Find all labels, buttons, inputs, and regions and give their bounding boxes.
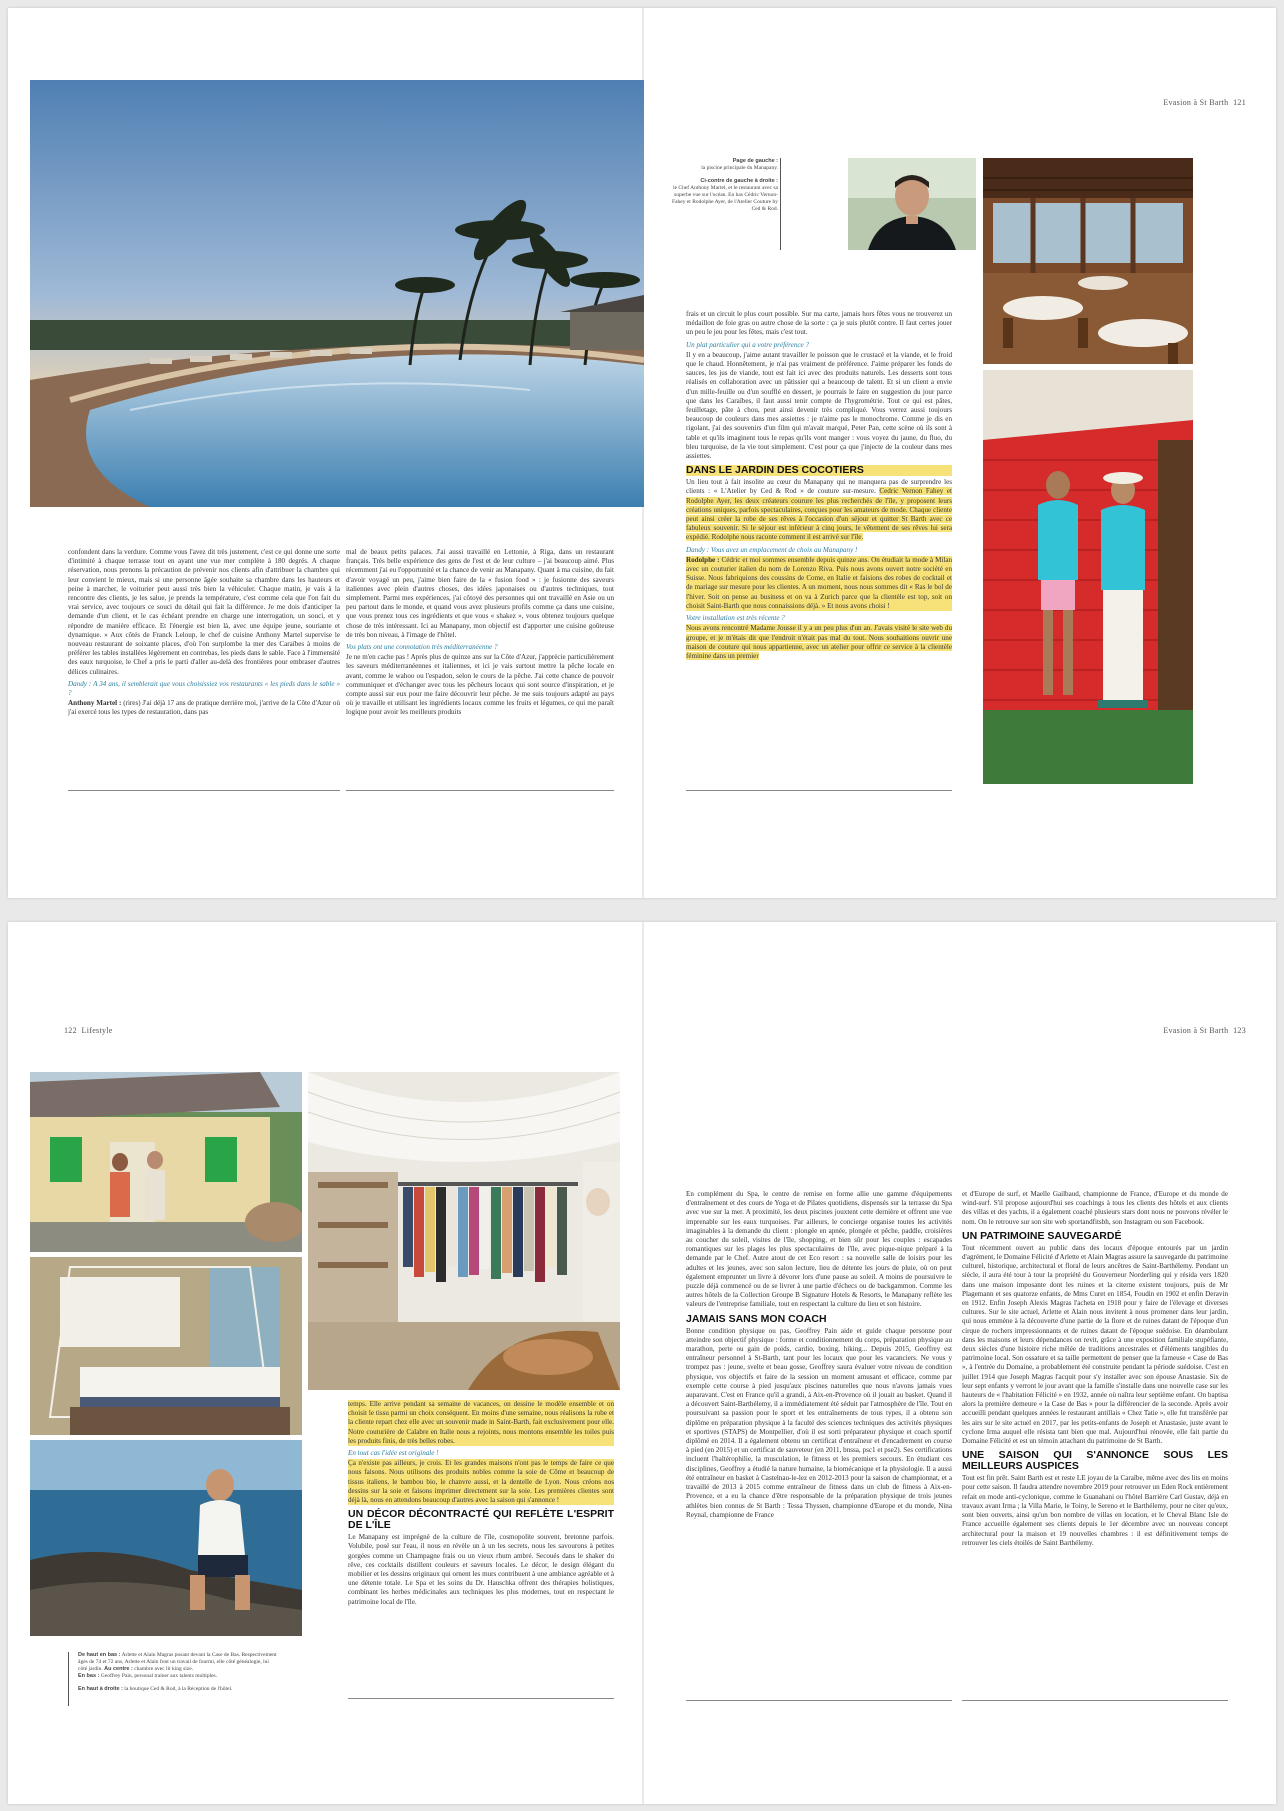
pool-photo [30, 80, 644, 507]
caption-top [668, 158, 778, 213]
paragraph: Je ne m'en cache pas ! Après plus de quinze ans sur la Côte d'Azur, j'apprécie particulièrement les saveurs méditerranéennes et italiennes, et ici je vais surtout mettre la pêche locale en avant, comme le wahoo ou l'espadon, selon le cours de la pêche. J'ai cette chance de pouvoir communiquer et d'échanger avec tous les pêcheurs locaux qui sont source d'inspiration, et je compte aussi sur eux pour me faire découvrir leur pêche. Je me suis toujours adapté au pays où je travaille et utilisant les ingrédients locaux comme les fruits et légumes, ce qui me paraît logique pour avoir les meilleurs produits [346, 653, 614, 717]
section-title: Lifestyle [81, 1026, 113, 1035]
caption-bottom [78, 1652, 278, 1693]
caption-text: Arlette et Alain Magras posant devant la Case de Bas. Respectivement âgés de 74 et 72 ans, Arlette et Alain font un travail de fourmi, elle côté généalogie, lui côté jardin. [78, 1652, 277, 1672]
article-column [686, 310, 952, 786]
boutique-photo [308, 1072, 620, 1390]
paragraph: Tout est fin prêt. Saint Barth est et reste LE joyau de la Caraïbe, même avec des lits en moins pour cette saison. Il faudra attendre novembre 2019 pour retrouver un Eden Rock entièrement refait en mode anti-cyclonique, comme le Guanahani ou l'hôtel Barrière Carl Gustav, déjà en travaux avant Irma ; la Villa Marie, le Toiny, le Sereno et le Barthélemy, pour ne citer qu'eux, sont bien ouverts, ainsi qu'un bon nombre de villas en location, et le Cheval Blanc Isle de France accueille également ses clients depuis le 1er décembre avec un nouveau concept architectural pour la maison et 19 nouvelles chambres : il est définitivement temps de retrouver les ciels étoilés de Saint Barthélemy. [962, 1474, 1228, 1547]
caption-title: Au centre : [104, 1666, 133, 1672]
section-title: Evasion à St Barth [1163, 1026, 1229, 1035]
page-number: 122 [64, 1026, 77, 1035]
section-heading: JAMAIS SANS MON COACH [686, 1312, 827, 1325]
paragraph: En complément du Spa, le centre de remise en forme allie une gamme d'équipements d'entraînement et des cours de Yoga et de Pilates quotidiens, dispensés sur la terrasse du Spa avec vue sur la mer. A proximité, les deux piscines jouxtent cette dernière et offrent une vue imprenable sur les eaux turquoises. Par ailleurs, le concierge organise toutes les activités imaginables à la demande du client : plongée en apnée, plongée et pêche, paddle, croisières au coucher du soleil, visites de l'île, shopping, et bien sûr pour les couples : escapades romantiques sur les plages les plus spectaculaires de l'île, avec pique-nique préparé à la demande par le Chef. Autre atout de cet Eco resort : sa nouvelle salle de loisirs pour les adultes et les jeunes, avec son salon lecture, lieu de détente les jours de pluie, où on peut également emprunter un livre à dévorer lors d'une pause au soleil. A moins de poursuivre le puzzle déjà commencé ou de se livrer à une partie d'échecs ou de backgammon. Comme les autres hôtels de la Collection Groupe B Signature Hotels & Resorts, le Manapany reflète les valeurs de l'entreprise familiale, tout en respectant la culture du lieu et son histoire. [686, 1190, 952, 1309]
column-rule [346, 790, 614, 791]
article-column [686, 1190, 952, 1698]
column-rule [68, 790, 340, 791]
paragraph: Le Manapany est imprégné de la culture de l'île, cosmopolite souvent, bretonne parfois. Volubile, posé sur l'eau, il nous en révèle un à un les secrets, nous les savourons à petites gorgées comme un Champagne frais ou un vieux rhum ambré. Secoués dans le shaker du rêve, ces cocktails distillent couleurs et saveurs locales. Le décor, le design élégant du mobilier et les dessins originaux qui ornent les murs contribuent à une ambiance agréable et à une détente totale. Le Spa et les soins du Dr. Hauschka offrent des thérapies holistiques, combinant les herbes médicinales aux techniques les plus modernes, tout en respectant le patrimoine local de l'île. [348, 1533, 614, 1606]
chef-photo [848, 158, 976, 250]
column-rule [686, 790, 952, 791]
highlighted-paragraph: temps. Elle arrive pendant sa semaine de vacances, on dessine le modèle ensemble et on choisit le tissu parmi un choix conséquent. En moins d'une semaine, nous réalisons la robe et la cliente repart chez elle avec un souvenir made in Saint-Barth, fait exclusivement pour elle. Notre couturière de Calabre en Italie nous a rejoints, nous montons ensemble les toiles puis les produits finis, de très belles robes. [348, 1400, 614, 1445]
folio-123 [1163, 1026, 1246, 1035]
paragraph: et d'Europe de surf, et Maelle Gailbaud, championne de France, d'Europe et du monde de wind-surf. S'il propose aujourd'hui ses coachings à tous les clients des hôtels et aux clients des villas et des yachts, il a également coaché plusieurs stars dont nous ne pouvons révéler le nom. On le retrouve sur son site web sportandfitsbh, son Instagram ou son Facebook. [962, 1190, 1228, 1226]
paragraph: mal de beaux petits palaces. J'ai aussi travaillé en Lettonie, à Riga, dans un restaurant français. Très belle expérience des gens de l'est et de leur culture – j'ai beaucoup aimé. Plus récemment j'ai eu l'opportunité et la chance de venir au Manapany. Quant à ma cuisine, du fait d'avoir voyagé un peu, j'aime bien faire de la « fusion food » : je fusionne des saveurs italiennes avec plein d'autres choses, des idées japonaises ou d'autres techniques, tout simplement. Parmi mes expériences, j'ai côtoyé des personnes qui ont travaillé en Asie ou un peu partout dans le monde, et quand vous avez plusieurs profils comme ça dans une cuisine, que vous prenez tous ces ingrédients et que vous « shakez », vous obtenez toujours quelque chose de très intéressant. Ici au Manapany, mon objectif est d'apporter une cuisine goûteuse de très bon niveau, à l'image de l'hôtel. [346, 548, 614, 639]
caption-rule [68, 1652, 69, 1706]
paragraph: Bonne condition physique ou pas, Geoffrey Pain aide et guide chaque personne pour atteindre son objectif physique : forme et conditionnement du corps, préparation physique au marathon, perte ou gain de poids, cardio, boxing, hiking... Depuis 2015, Geoffrey est entraîneur personnel à St-Barth, tant pour les locaux que pour les vacanciers. Ne vous y trompez pas : jeune, svelte et beau gosse, Geoffrey saura évaluer votre niveau de condition physique, vos objectifs et faire de la session un moment amusant et efficace, comme par exemple cette course à pied jusqu'aux piscines naturelles que nous n'avons jamais vues auparavant. C'est en France qu'il a grandi, à Aix-en-Provence où il jouait au basket. Quand il a découvert Saint-Barthélemy, il a immédiatement été séduit par l'atmosphère de l'île. Tout en poursuivant sa passion pour le sport et les entraînements de tous types, il a obtenu son diplôme en préparation physique à la faculté des sciences techniques des activités physiques et sportives (STAPS) de Montpellier, d'où il est sorti préparateur physique et coach sportif diplômé en 2014. Il a également obtenu un certificat d'entraîneur et d'encadrement en course à pied (en 2015) et un certificat de sauveteur (en 2011, bnssa, psc1 et pse2). Ses certifications incluent l'haltérophilie, la musculation, le fitness et les premiers secours. En étudiant ces disciplines, Geoffrey a étudié la nature humaine, la biomécanique et la physiologie. Il a aussi été entraîneur en basket à Castelnau-le-lez en 2012-2013 pour la saison de championnat, et a travaillé de 2013 à 2015 comme entraîneur de fitness dans un club de fitness à Aix-en-Provence, et a eu la chance d'être responsable de la préparation physique de trois jeunes athlètes bien connus de St Barth : Tessa Thyssen, championne d'Europe et du monde, Nina Reynal, championne de France [686, 1326, 952, 1519]
article-column [68, 548, 340, 786]
folio-122 [64, 1026, 113, 1035]
gutter [642, 922, 644, 1804]
highlighted-paragraph: Ça n'existe pas ailleurs, je crois. Et les grandes maisons n'ont pas le temps de faire ce que nous faisons. Nous utilisons des produits nobles comme la soie de Côme et beaucoup de tissus italiens, le bambou bio, le chanvre aussi, et la dentelle de Lyon. Nous créons nos dessins sur la soie et faisons imprimer directement sur la soie. Les premières clientes sont déjà là, nous en attendons beaucoup d'autres avec la saison qui s'annonce ! [348, 1459, 614, 1505]
article-column [346, 548, 614, 786]
caption-title: Page de gauche : [732, 158, 778, 164]
bedroom-photo [30, 1257, 302, 1435]
interview-question: Un plat particulier qui a votre préférence ? [686, 340, 809, 349]
page-number: 123 [1233, 1026, 1246, 1035]
page-number: 121 [1233, 98, 1246, 107]
paragraph: confondent dans la verdure. Comme vous l'avez dit très justement, c'est ce qui donne une sorte d'intimité à chaque terrasse tout en ayant une vue mer complète à 180 degrés. A chaque réservation, nous prenons la précaution de prévenir nos clients afin d'attribuer la chambre qui leur convient le mieux, mais si une personne âgée souhaite sa chambre dans les hauteurs et peine à marcher, le voiturier peut aussi très bien la véhiculer. Chaque matin, je vais à la rencontre des clients, je les salue, je prends la température, c'est comme cela que l'on fait du vrai service, avec toujours ce souci du détail qui fait la différence. Je me dois d'anticiper la demande d'un client, et le cas échéant prendre en charge une interrogation, un souci, et y répondre de manière efficace. Et l'énergie est bien là, avec une équipe jeune, souriante et dynamique. » Aux côtés de Franck Leloup, le chef de cuisine Anthony Martel supervise le nouveau restaurant de soixante places, d'où l'on surplombe la mer des Caraïbes à moins de préférer les tables installées légèrement en contrebas, les pieds dans le sable. Face à l'immensité des eaux turquoise, le Chef a pris le parti d'aller au-delà des frontières pour embraser d'autres délices culinaires. [68, 548, 340, 676]
interview-question: Dandy : Vous avez un emplacement de choix au Manapany ! [686, 545, 858, 554]
speaker-name: Anthony Martel : [68, 699, 122, 708]
article-column [962, 1190, 1228, 1698]
caption-title: En bas : [78, 1673, 100, 1679]
interview-question: Votre installation est très récente ? [686, 614, 785, 623]
caption-title: En haut à droite : [78, 1686, 123, 1692]
column-rule [686, 1700, 952, 1701]
section-heading: UN DÉCOR DÉCONTRACTÉ QUI REFLÈTE L'ESPRIT DE L'ÎLE [348, 1508, 614, 1532]
speaker-name: Rodolphe : [686, 555, 720, 564]
atelier-photo [983, 370, 1193, 784]
spread-pages-122-123 [8, 922, 1276, 1804]
caption-text: la boutique Ced & Rod, à la Réception de l'hôtel. [124, 1686, 233, 1692]
caption-title: De haut en bas : [78, 1652, 121, 1658]
column-rule [348, 1698, 614, 1699]
caption-rule [780, 158, 781, 250]
column-rule [962, 1700, 1228, 1701]
coach-photo [30, 1440, 302, 1636]
caption-text: chambre avec lit king size. [134, 1666, 194, 1672]
caption-title: Ci-contre de gauche à droite : [700, 178, 778, 184]
interview-question: Vos plats ont une connotation très méditerranéenne ? [346, 643, 498, 652]
paragraph: (rires) J'ai déjà 17 ans de pratique derrière moi, j'arrive de la Côte d'Azur où j'ai exercé tous les types de restauration, dans pas [68, 699, 340, 717]
case-de-bas-photo [30, 1072, 302, 1252]
folio-121 [1163, 98, 1246, 107]
caption-text: le Chef Anthony Martel, et le restaurant avec sa superbe vue sur l'océan. En bas Cédric Vernon-Fahey et Rodolphe Ayer, de l'Atelier Couture by Ced & Rod. [672, 185, 778, 212]
section-heading: DANS LE JARDIN DES COCOTIERS [686, 465, 952, 476]
article-column [348, 1400, 614, 1700]
interview-question: En tout cas l'idée est originale ! [348, 1449, 439, 1458]
section-heading: UNE SAISON QUI S'ANNONCE SOUS LES MEILLEURS AUSPICES [962, 1449, 1228, 1473]
section-title: Evasion à St Barth [1163, 98, 1229, 107]
caption-text: Geoffrey Pain, personal trainer aux talents multiples. [100, 1673, 218, 1679]
section-heading: UN PATRIMOINE SAUVEGARDÉ [962, 1229, 1122, 1242]
caption-text: la piscine principale du Manapany. [701, 165, 778, 171]
highlighted-paragraph: Cedric Vernon Fahey et Rodolphe Ayer, les deux créateurs courure les plus recherchés de l'île, y proposent leurs créations uniques, parfois spectaculaires, conçues pour les amateurs de mode. Chaque cliente peut ainsi créer la robe de ses rêves à l'occasion d'un séjour et quitter St Barth avec ce fabuleux souvenir. Si le séjour est inférieur à cinq jours, le vêtement de ses rêves lui sera expédié. Rodolphe nous raconte comment il est arrivé sur l'île. [686, 487, 952, 542]
paragraph: Il y en a beaucoup, j'aime autant travailler le poisson que le crustacé et la viande, et le froid que le chaud. Honnêtement, je n'ai pas vraiment de préférence. J'aime préparer les fonds de sauces, les jus de viande, tout est fait ici avec des produits naturels. Les desserts sont tous réalisés en collaboration avec un pâtissier qui a beaucoup de talent. Et si un client a envie d'un mille-feuille ou d'un soufflé en dessert, je pourrais le faire en suggestion du jour parce que dans les Caraïbes, il faut aussi tenir compte de l'hygrométrie. Tout ce qui est pâtes, feuilletage, pâte à chou, peut ainsi devenir très compliqué. Vous verrez aussi toujours beaucoup de couleurs dans mes assiettes : je n'aime pas le monochrome. Comme je dis en rigolant, j'ai des souvenirs d'un film qui m'avait marqué, Peter Pan, cette scène où ils sont à table et qu'ils imaginent tous le repas qu'ils vont manger : vous voyez du jaune, du fluo, du bleu turquoise, de la vie tout simplement. C'est pour ça que j'injecte de la couleur dans mes assiettes. [686, 350, 952, 461]
highlighted-paragraph: Cédric et moi sommes ensemble depuis quinze ans. On étudiait la mode à Milan avec un couturier italien du nom de Lorenzo Riva. Puis nous avons ouvert notre société en Suisse. Nous fabriquions des coussins de Come, en Italie et faisions des robes de cocktail et de mariage sur mesure pour les clientes. A un moment, nous nous sommes dit « Ras le bol de l'hiver. Soit on pense au business et on va à Zurich parce que la clientèle est top, soit on choisit Saint-Barth que nous connaissions déjà. » Et nous avons choisi ! [686, 555, 952, 610]
paragraph: Tout récemment ouvert au public dans des locaux d'époque entourés par un jardin d'agrément, le Domaine Félicité d'Arlette et Alain Magras assure la sauvegarde du patrimoine culturel, historique, architectural et floral de leurs ancêtres de Saint-Barthélemy. Pendant un siècle, il aura été tour à tour la propriété du Gouverneur Norderling qui y résida vers 1820 dans une maison imposante dont les ruines et la citerne existent toujours, puis de Mr Plagemann et ses quatorze enfants, de Mms Curet en 1854, Foudin en 1902 et enfin Deravin en 1912. Enfin Joseph Alexis Magras l'achetа en 1918 pour y faire de l'élevage et diverses cultures. Sur le site actuel, Arlette et Alain nous invitent à nous promener dans leur jardin, qui nous emmène à la découverte d'une partie de la flore et de ruines datant de l'époque d'un cirque de rochers impressionnants et de ruines datant de l'époque suédoise. En déambulant dans les maisons et leurs dépendances on revit, grâce à une exposition familiale stupéfiante, deux siècles d'une histoire riche mêlée de traditions ancestrales et d'éléments tangibles du patrimoine local. Son ossature et sa taille permettent de penser que la fameuse « Case de Bas », à l'entrée du Domaine, a probablement été construite pendant la période suédoise. C'est en juillet 1914 que Joseph Magras l'acquit pour s'y installer avec son épouse Anastasie. Six de leur sept enfants y verront le jour avant que la famille s'installe dans une nouvelle case sur les hauteurs de « l'habitation Félicité » en 1932, année où naîtra leur septième enfant. On baptisa alors la première demeure « la Case de Bas » pour la différencier de la seconde. Après avoir accueilli pendant quelques années le restaurant antillais « Chez Tatie », elle fut transférée par les airs sur le site actuel en 2017, par les petits-enfants de Joseph et Anastasie, juste avant le cyclone Irma auquel elle résista tant bien que mal. Aujourd'hui rénovée, elle fait partie du Domaine Félicité et est un témoin attachant du patrimoine de St Barth. [962, 1243, 1228, 1446]
spread-pages-120-121 [8, 8, 1276, 898]
interview-question: Dandy : A 34 ans, il semblerait que vous choisissiez vos restaurants « les pieds dans le sable » ? [68, 679, 340, 698]
restaurant-photo [983, 158, 1193, 364]
paragraph: frais et un circuit le plus court possible. Sur ma carte, jamais hors fêtes vous ne trouverez un médaillon de foie gras ou autre chose de la sorte : ça je suis plutôt contre. Il faut certes jouer un peu le jeu pour les fêtes, mais c'est tout. [686, 310, 952, 337]
paragraph: Un lieu tout à fait insolite au cœur du Manapany qui ne manquera pas de surprendre les clients : « L'Atelier by Ced & Rod » de couture sur-mesure. [686, 478, 952, 496]
highlighted-paragraph: Nous avons rencontré Madame Jousse il y a un peu plus d'un an. J'avais visité le site web du groupe, et je m'étais dit que l'endroit n'était pas mal du tout. Nous souhaitions ouvrir une maison de couture qui nous appartienne, avec un atelier pour offrir ce service à la clientèle féminine dans un premier [686, 624, 952, 660]
